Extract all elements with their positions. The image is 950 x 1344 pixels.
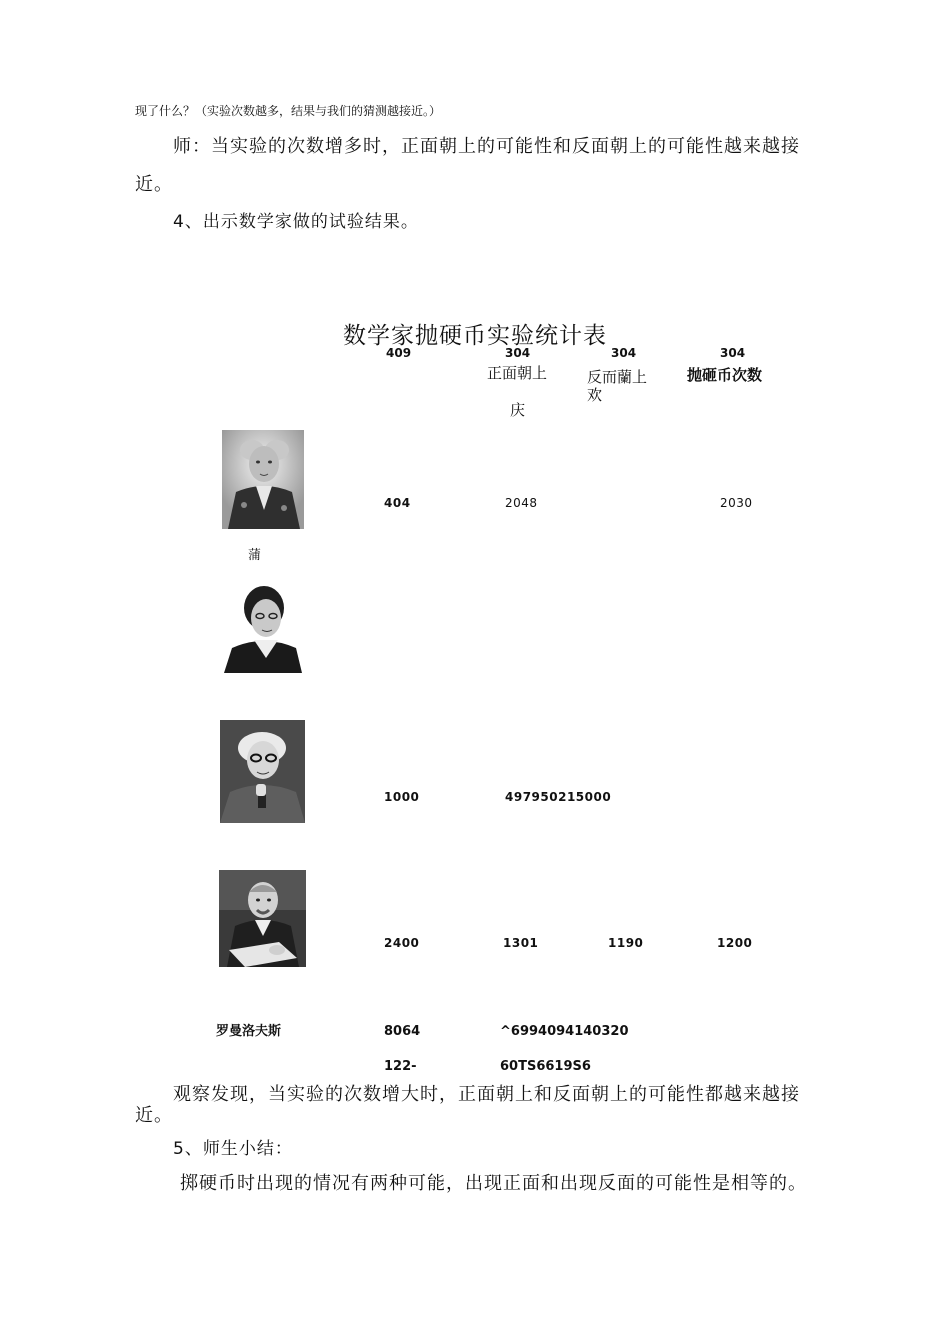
step-4: 4、出示数学家做的试验结果。 [173, 212, 419, 232]
table-title: 数学家抛硬币实验统计表 [343, 323, 607, 349]
row3-col4: 1200 [717, 936, 753, 950]
mathematician-name-1: 蒲 [248, 548, 262, 563]
observe-line-cont: 近。 [135, 1105, 173, 1126]
header-tails: 反而蘭上 [587, 368, 648, 386]
row1-col1: 404 [384, 496, 411, 510]
row4-col1: 8064 [384, 1024, 421, 1039]
bottom-col2: 60TS6619S6 [500, 1059, 591, 1074]
step-5: 5、师生小结： [173, 1139, 293, 1159]
row2-col1: 1000 [384, 790, 420, 804]
bottom-col1: 122- [384, 1059, 417, 1074]
row3-col2: 1301 [503, 936, 539, 950]
row3-col1: 2400 [384, 936, 420, 950]
header-tosses: 抛砸币次数 [687, 366, 763, 384]
top-number-3: 304 [611, 346, 637, 360]
row4-col2: ^6994094140320 [500, 1024, 629, 1039]
intro-line: 现了什么？（实验次数越多，结果与我们的猜测越接近。） [135, 104, 442, 118]
header-heads-suffix: 庆 [510, 401, 526, 419]
mathematician-name-4: 罗曼洛夫斯 [216, 1024, 282, 1039]
row1-col4: 2030 [720, 496, 753, 510]
header-heads: 正面朝上 [487, 364, 548, 382]
summary-line: 掷硬币时出现的情况有两种可能，出现正面和出现反面的可能性是相等的。 [180, 1173, 807, 1194]
mathematician-portrait-2 [224, 580, 302, 673]
top-number-1: 409 [386, 346, 412, 360]
row3-col3: 1190 [608, 936, 644, 950]
mathematician-portrait-1 [222, 430, 304, 529]
header-tails-suffix: 欢 [587, 386, 603, 404]
observe-line: 观察发现，当实验的次数增大时，正面朝上和反面朝上的可能性都越来越接 [173, 1080, 800, 1106]
top-number-2: 304 [505, 346, 531, 360]
mathematician-portrait-3 [220, 720, 305, 823]
teacher-line-cont: 近。 [135, 174, 173, 195]
top-number-4: 304 [720, 346, 746, 360]
row2-col2: 497950215000 [505, 790, 612, 804]
row1-col2: 2048 [505, 496, 538, 510]
mathematician-portrait-4 [219, 870, 306, 967]
teacher-line: 师：当实验的次数增多时，正面朝上的可能性和反面朝上的可能性越来越接 [173, 136, 800, 157]
